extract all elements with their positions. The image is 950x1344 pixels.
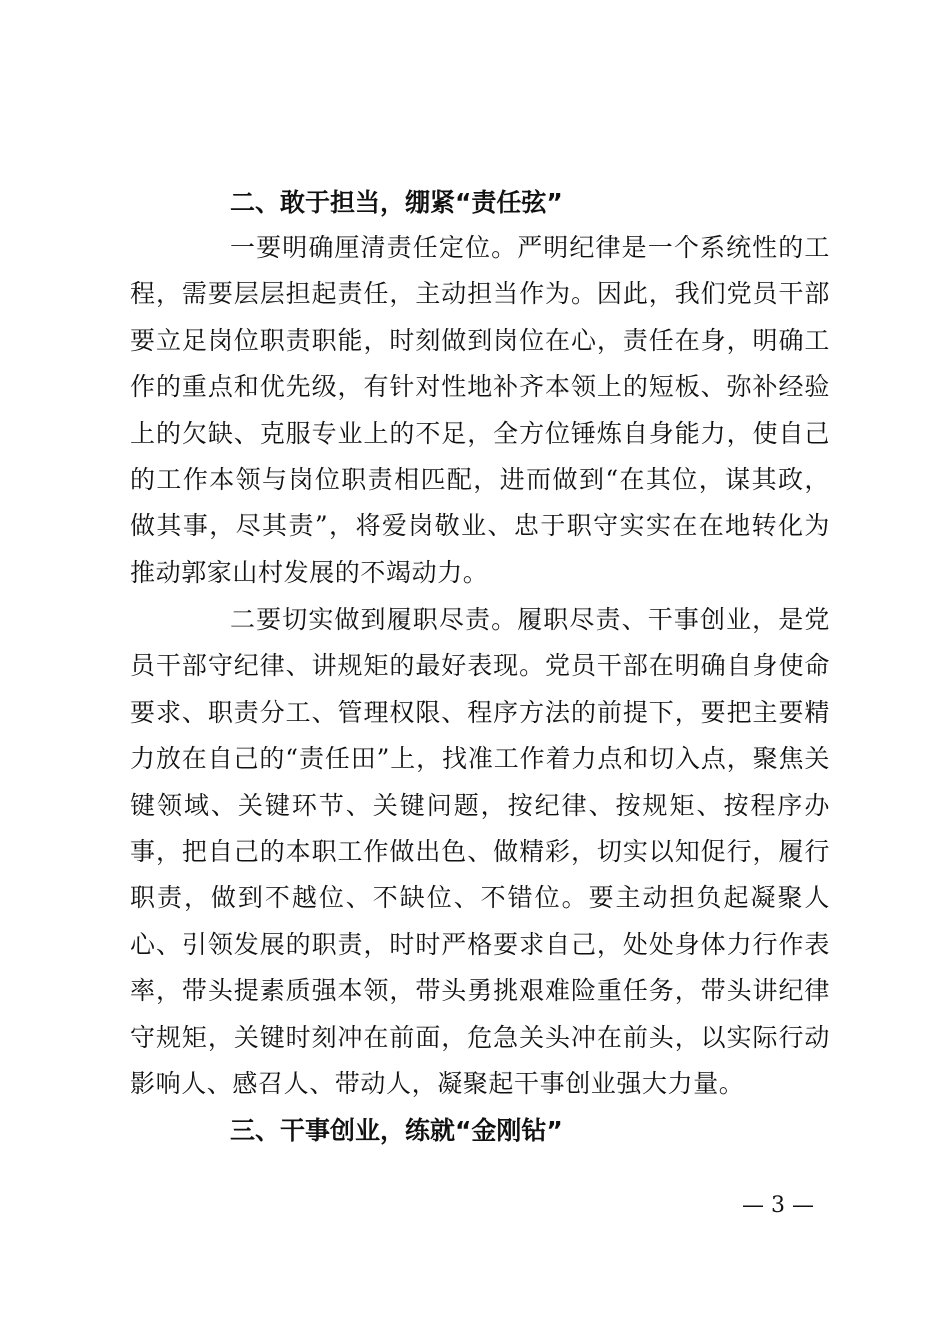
page-number: — 3 — bbox=[742, 1193, 814, 1218]
paragraph-fulfill-duties: 二要切实做到履职尽责。履职尽责、干事创业，是党员干部守纪律、讲规矩的最好表现。党员干部在明确自身使命要求、职责分工、管理权限、程序方法的前提下，要把主要精力放在自己的“责任田”上，找准工作着力点和切入点，聚焦关键领域、关键环节、关键问题，按纪律、按规矩、按程序办事，把自己的本职工作做出色、做精彩，切实以知促行，履行职责，做到不越位、不缺位、不错位。要主动担负起凝聚人心、引领发展的职责，时时严格要求自己，处处身体力行作表率，带头提素质强本领，带头勇挑艰难险重任务，带头讲纪律守规矩，关键时刻冲在前面，危急关头冲在前头，以实际行动影响人、感召人、带动人，凝聚起干事创业强大力量。 bbox=[130, 605, 830, 1099]
paragraph-clarify-responsibility: 一要明确厘清责任定位。严明纪律是一个系统性的工程，需要层层担起责任，主动担当作为。因此，我们党员干部要立足岗位职责职能，时刻做到岗位在心，责任在身，明确工作的重点和优先级，有针对性地补齐本领上的短板、弥补经验上的欠缺、克服专业上的不足，全方位锤炼自身能力，使自己的工作本领与岗位职责相匹配，进而做到“在其位，谋其政，做其事，尽其责”，将爱岗敬业、忠于职守实实在在地转化为推动郭家山村发展的不竭动力。 bbox=[130, 233, 830, 587]
section-heading-2: 二、敢于担当，绷紧“责任弦” bbox=[230, 188, 563, 217]
section-heading-3: 三、干事创业，练就“金刚钻” bbox=[230, 1116, 563, 1145]
